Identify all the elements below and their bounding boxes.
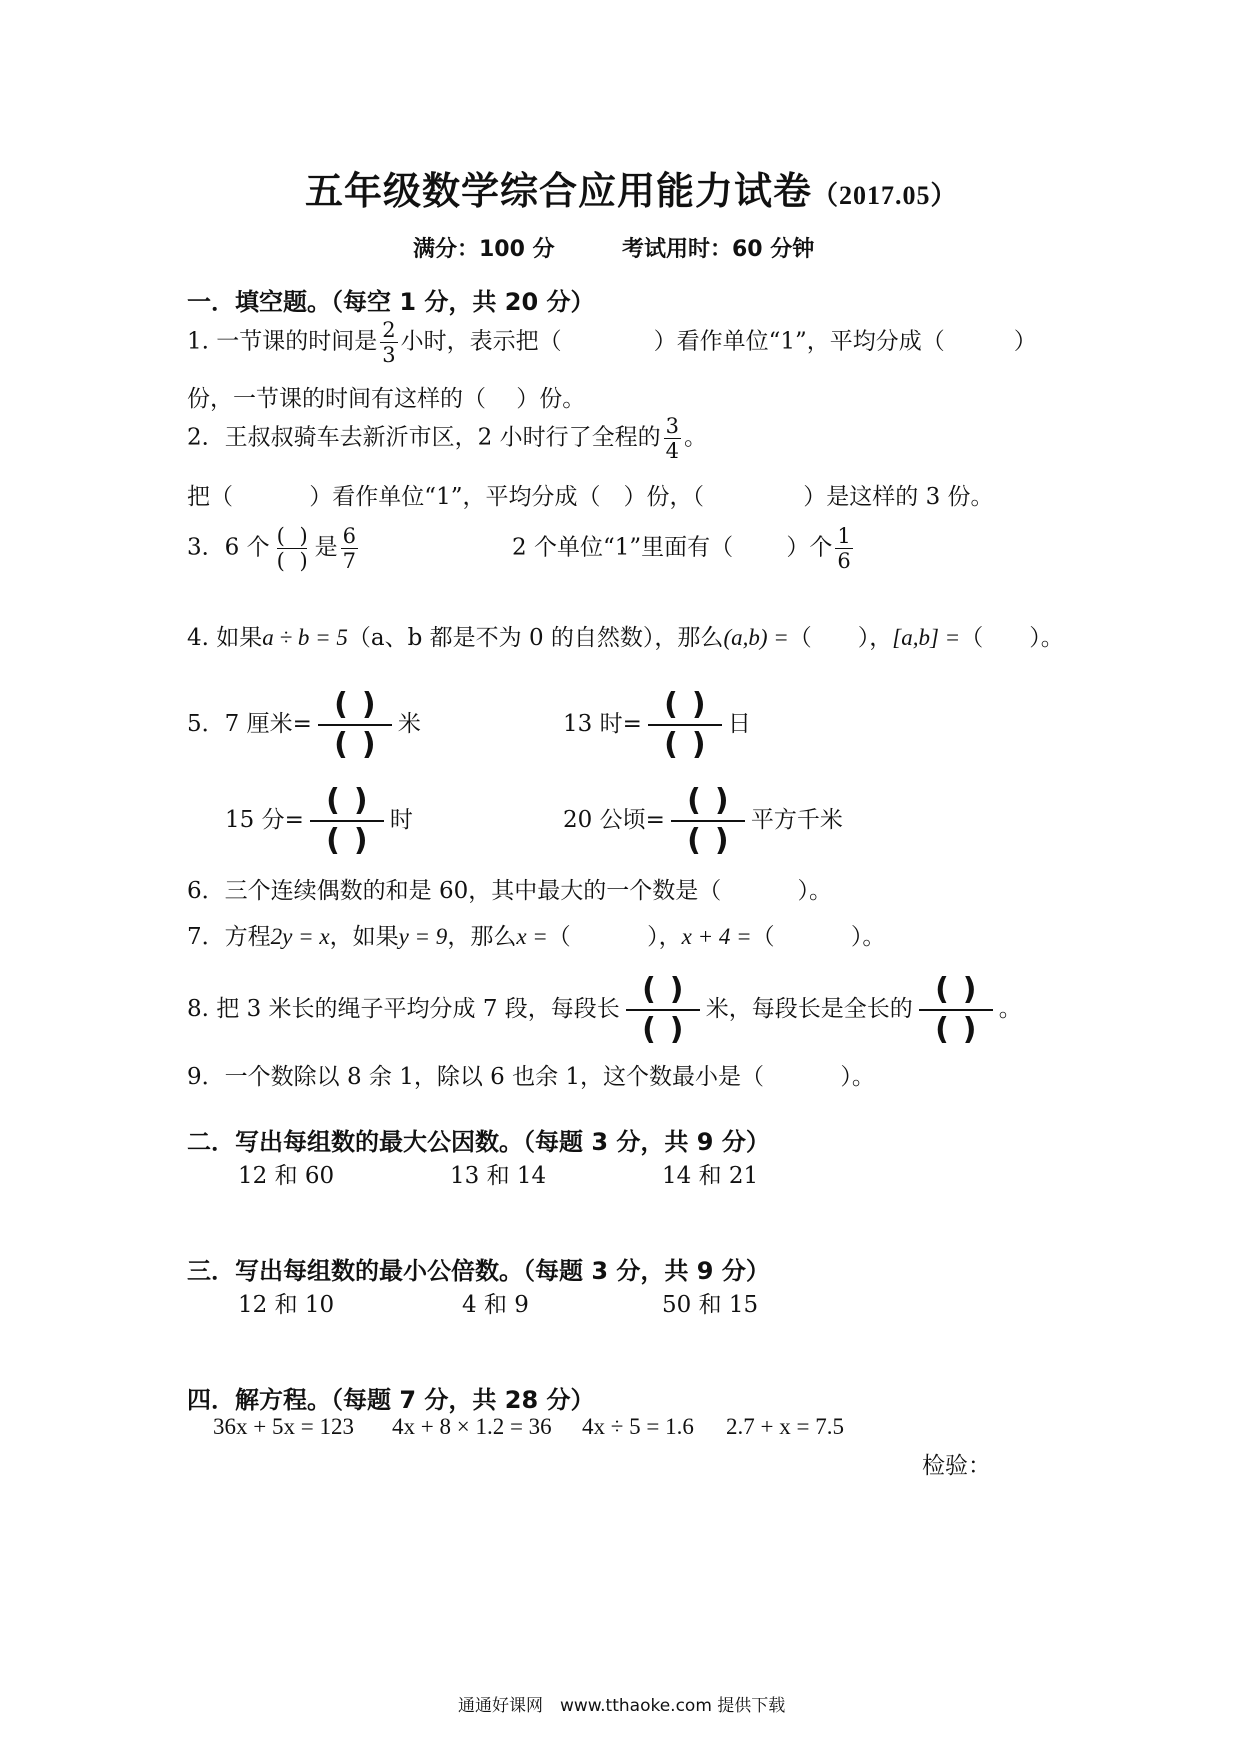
q2-fraction [664,414,681,463]
footer-credit: 通通好课网 www.tthaoke.com 提供下载 [458,1696,786,1716]
q5-c-label: 15 分= [225,807,304,833]
q3-fraction: $\frac{6}{7}$ [342,524,357,573]
q2-line1 [187,414,707,463]
q4-gcd: (a,b) = [723,625,789,650]
q5-a [187,688,421,762]
q8-blank1: () () [626,973,700,1047]
q7-x2: x + 4 = [681,924,752,949]
q2-text-b: 。 [683,424,707,451]
q7-eq: 2y = x [270,924,330,949]
q9: 9．一个数除以 8 余 1，除以 6 也余 1，这个数最小是（ ）。 [187,1064,875,1090]
q4-expr: a ÷ b = 5 [262,625,348,650]
q8: 8. 把 3 米长的绳子平均分成 7 段，每段长 () () 米，每段长是全长的 () () 。 [187,972,1022,1047]
section2-item: 12 和 60 [238,1163,335,1189]
title-year: （2017.05） [812,181,958,210]
section2-heading: 二．写出每组数的最大公因数。（每题 3 分，共 9 分） [187,1128,770,1156]
check-label: 检验： [922,1453,991,1479]
section3-item: 12 和 10 [238,1292,335,1318]
section3-item: 4 和 9 [462,1292,529,1318]
section3-heading: 三．写出每组数的最小公倍数。（每题 3 分，共 9 分） [187,1257,770,1285]
q3-text-b: 是 [314,534,338,561]
duration: 考试用时：60 分钟 [622,237,815,262]
q5-d-unit: 平方千米 [750,807,843,833]
q4-text-d: （ ）。 [960,625,1064,651]
q3-part2 [512,524,856,573]
q5-c-unit: 时 [389,807,413,833]
q7-cond: y = 9 [398,924,448,949]
q1-frac-den: 3 [382,343,396,367]
equation-4: 2.7 + x = 7.5 [726,1414,844,1439]
q6: 6．三个连续偶数的和是 60，其中最大的一个数是（ ）。 [187,878,833,904]
q4-line [187,619,1064,652]
q3-text-a: 3．6 个 [187,534,270,561]
q1-line1 [187,318,1037,367]
q4-text-c: （ ）， [788,625,893,651]
q1-line2: 份，一节课的时间有这样的（ ）份。 [187,386,586,412]
q2-frac-den: 4 [665,439,679,463]
q5-a-blank: () () [318,688,392,762]
equation-2: 4x + 8 × 1.2 = 36 [392,1414,552,1439]
q2-text-a: 2．王叔叔骑车去新沂市区，2 小时行了全程的 [187,424,661,451]
q4-text-b: （a、b 都是不为 0 的自然数），那么 [347,625,724,651]
q5-b-label: 13 时= [563,711,642,737]
q8-blank2: () () [919,973,993,1047]
q5-c [225,784,413,858]
title-text: 五年级数学综合应用能力试卷 [305,169,813,213]
q5-b [563,688,751,762]
section4-heading: 四．解方程。（每题 7 分，共 28 分） [187,1386,595,1414]
q5-b-blank: () () [648,688,722,762]
q5-b-unit: 日 [727,711,751,737]
q4-text-a: 4. 如果 [187,625,263,651]
section2-item: 13 和 14 [450,1163,547,1189]
q1-text-a: 1. 一节课的时间是 [187,328,378,355]
equation-3: 4x ÷ 5 = 1.6 [582,1414,694,1439]
page-title [305,160,958,215]
section2-item: 14 和 21 [662,1163,759,1189]
q7-x1: x = [516,924,548,949]
section1-heading: 一．填空题。（每空 1 分，共 20 分） [187,288,595,316]
q3-blank-fraction: ( ) ( ) [276,524,312,573]
equation-1: 36x + 5x = 123 [213,1414,354,1439]
q5-d [563,784,843,858]
q1-fraction [380,318,397,367]
q1-frac-num: 2 [382,318,396,342]
q7: 7．方程2y = x，如果y = 9，那么x =（ ），x + 4 =（ ）。 [187,924,886,950]
q5-a-label: 5．7 厘米= [187,711,312,737]
q5-a-unit: 米 [397,711,421,737]
q1-text-b: 小时，表示把（ ）看作单位“1”，平均分成（ ） [400,328,1037,355]
full-score: 满分：100 分 [413,237,555,262]
q3-fraction2: $\frac{1}{6}$ [837,524,851,573]
q5-c-blank: () () [310,784,384,858]
q3-text-c: 2 个单位“1”里面有（ ）个 [512,534,833,561]
q4-lcm: [a,b] = [892,625,961,650]
q2-frac-num: 3 [665,414,679,438]
q5-d-label: 20 公顷= [563,807,665,833]
q2-line2: 把（ ）看作单位“1”，平均分成（ ）份，（ ）是这样的 3 份。 [187,484,994,510]
section3-item: 50 和 15 [662,1292,759,1318]
q5-d-blank: () () [671,784,745,858]
q3-line [187,524,361,573]
